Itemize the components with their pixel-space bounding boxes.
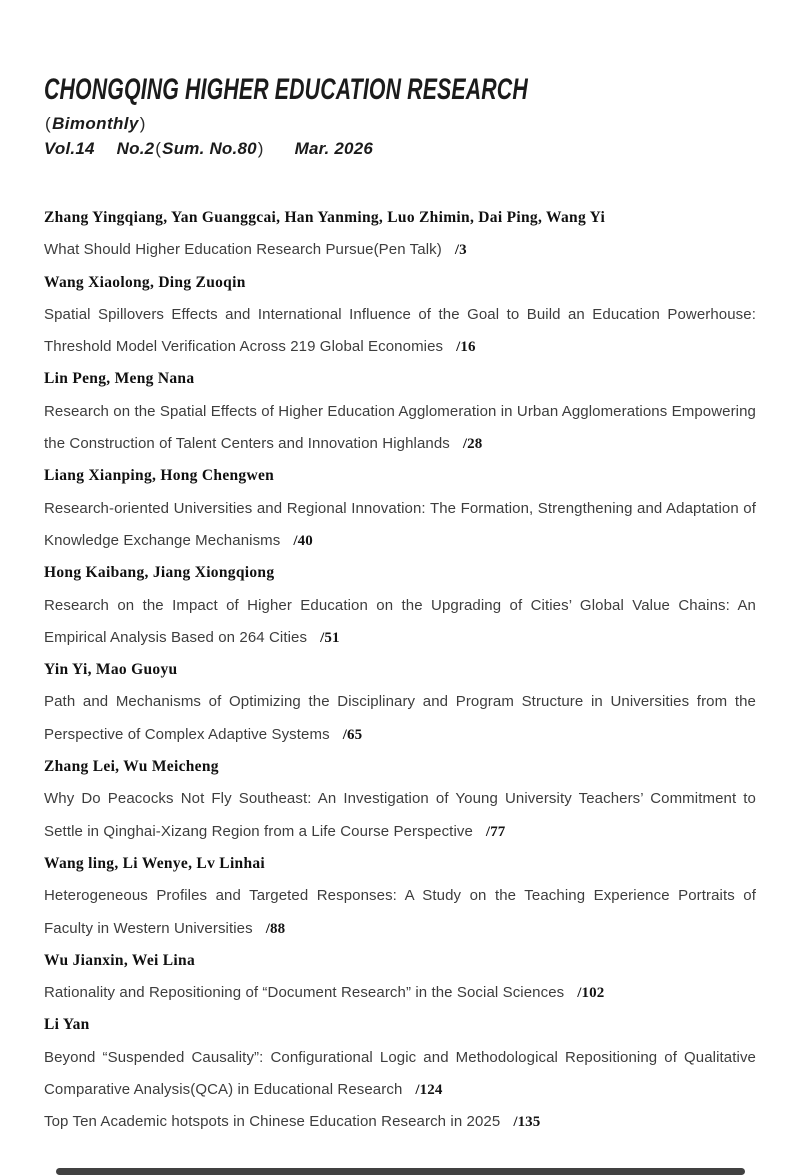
issue-label: No.2 xyxy=(116,139,155,158)
cumulative-issue-label: Sum. No.80 xyxy=(162,139,257,158)
close-paren: ) xyxy=(139,114,146,133)
entry-page-number: /16 xyxy=(456,339,476,356)
entry-title xyxy=(44,1106,756,1138)
entry-title-text: Path and Mechanisms of Optimizing the Disciplinary and Program Structure in Universities from the Perspective of Complex Adaptive Systems xyxy=(44,693,756,743)
entry-title-text: Research-oriented Universities and Regional Innovation: The Formation, Strengthening and Adaptation of Knowledge Exchange Mechanisms xyxy=(44,499,756,549)
entry-title-text: Beyond “Suspended Causality”: Configurational Logic and Methodological Repositioning of Qualitative Comparative Analysis(QCA) in Educational Research xyxy=(44,1048,756,1099)
entry-authors: Wang ling, Li Wenye, Lv Linhai xyxy=(44,854,266,872)
horizontal-scrollbar[interactable] xyxy=(56,1168,745,1175)
toc-entry xyxy=(44,751,756,848)
entry-authors: Wang Xiaolong, Ding Zuoqin xyxy=(44,273,246,291)
close-paren: ) xyxy=(257,139,264,158)
open-paren: ( xyxy=(155,139,162,158)
entry-authors: Liang Xianping, Hong Chengwen xyxy=(44,467,275,485)
entry-title xyxy=(44,590,756,655)
entry-title-text: Heterogeneous Profiles and Targeted Responses: A Study on the Teaching Experience Portraits of Faculty in Western Universities xyxy=(44,887,756,937)
entry-title xyxy=(44,493,756,558)
entry-title xyxy=(44,1042,756,1107)
entry-authors: Hong Kaibang, Jiang Xiongqiong xyxy=(44,564,275,582)
entry-title-text: Research on the Spatial Effects of Higher Education Agglomeration in Urban Agglomerations Empowering the Construction of Talent Centers and Innovation Highlands xyxy=(44,402,756,453)
entry-title-text: Why Do Peacocks Not Fly Southeast: An Investigation of Young University Teachers’ Commitment to Settle in Qinghai-Xizang Region from a Life Course Perspective xyxy=(44,790,756,840)
toc-entry xyxy=(44,267,756,364)
entry-authors: Yin Yi, Mao Guoyu xyxy=(44,661,178,679)
toc-entry xyxy=(44,460,756,557)
entry-title xyxy=(44,299,756,364)
toc-entry xyxy=(44,654,756,751)
toc-entry xyxy=(44,1106,756,1138)
frequency-text: Bimonthly xyxy=(52,114,139,133)
volume-label: Vol.14 xyxy=(44,139,95,158)
table-of-contents xyxy=(44,202,756,1139)
entry-page-number: /51 xyxy=(320,629,340,646)
toc-entry xyxy=(44,363,756,460)
entry-title xyxy=(44,783,756,848)
entry-page-number: /135 xyxy=(513,1114,541,1131)
entry-title-text: Spatial Spillovers Effects and International Influence of the Goal to Build an Education Powerhouse: Threshold Model Verification Across 219 Global Economies xyxy=(44,305,756,356)
journal-issue-line xyxy=(44,139,756,159)
toc-entry xyxy=(44,1009,756,1106)
toc-entry xyxy=(44,557,756,654)
entry-authors: Zhang Yingqiang, Yan Guanggcai, Han Yanming, Luo Zhimin, Dai Ping, Wang Yi xyxy=(44,209,606,226)
issue-date: Mar. 2026 xyxy=(294,139,373,158)
entry-authors: Li Yan xyxy=(44,1016,90,1034)
entry-title xyxy=(44,234,756,266)
entry-title-text: Rationality and Repositioning of “Document Research” in the Social Sciences xyxy=(44,984,565,1002)
entry-title-text: What Should Higher Education Research Pursue(Pen Talk) xyxy=(44,241,442,259)
entry-authors: Zhang Lei, Wu Meicheng xyxy=(44,758,219,776)
entry-page-number: /124 xyxy=(415,1082,443,1099)
open-paren: ( xyxy=(45,114,52,133)
entry-authors: Wu Jianxin, Wei Lina xyxy=(44,951,196,969)
entry-title-text: Top Ten Academic hotspots in Chinese Education Research in 2025 xyxy=(44,1113,501,1131)
entry-authors: Lin Peng, Meng Nana xyxy=(44,370,195,388)
entry-title xyxy=(44,880,756,945)
entry-page-number: /28 xyxy=(462,436,483,453)
entry-page-number: /40 xyxy=(293,532,313,549)
journal-title: CHONGQING HIGHER EDUCATION RESEARCH xyxy=(44,73,528,106)
entry-page-number: /88 xyxy=(265,920,286,937)
toc-entry xyxy=(44,945,756,1010)
toc-entry xyxy=(44,848,756,945)
entry-title xyxy=(44,396,756,461)
toc-entry xyxy=(44,202,756,267)
entry-page-number: /3 xyxy=(454,242,467,259)
entry-title xyxy=(44,686,756,751)
entry-page-number: /65 xyxy=(342,726,363,743)
journal-frequency xyxy=(44,114,756,134)
entry-page-number: /102 xyxy=(577,985,605,1002)
journal-header xyxy=(44,73,756,159)
entry-title xyxy=(44,977,756,1009)
entry-title-text: Research on the Impact of Higher Education on the Upgrading of Cities’ Global Value Chains: An Empirical Analysis Based on 264 Cities xyxy=(44,596,756,646)
entry-page-number: /77 xyxy=(485,823,506,840)
